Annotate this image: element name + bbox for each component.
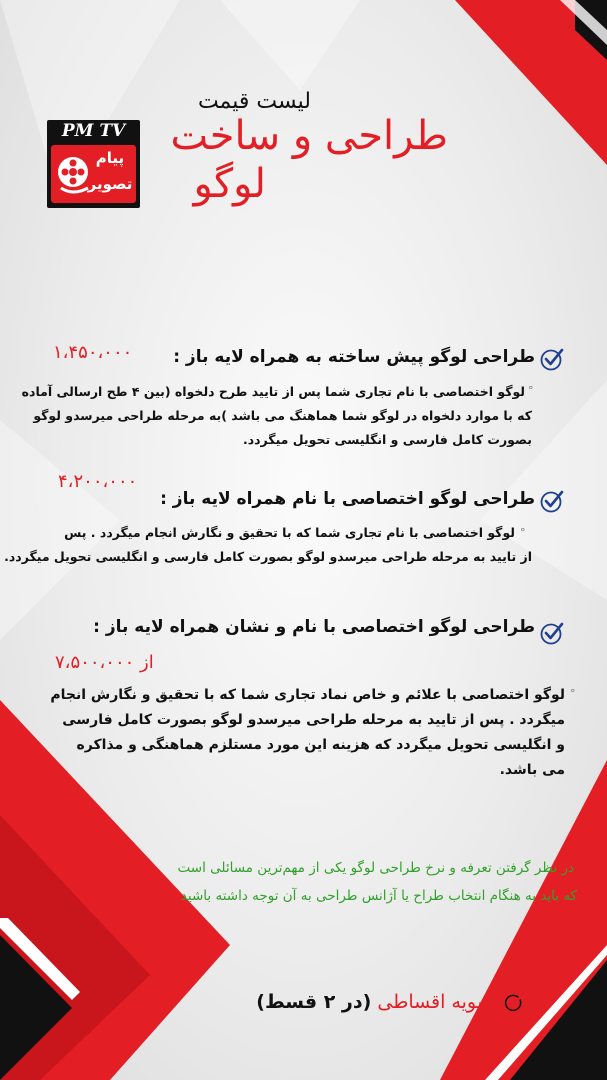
item-price-1: ۱،۴۵۰،۰۰۰	[53, 342, 133, 363]
logo-pmtv-text: PM TV	[61, 121, 126, 141]
price-list-subtitle: لیست قیمت	[197, 89, 311, 114]
note-line-1: در نظر گرفتن تعرفه و نرخ طراحی لوگو یکی از مهم‌ترین مسائلی است	[177, 860, 574, 876]
logo-text-payam: پیام	[95, 149, 125, 167]
item-desc-1-line1: لوگو اختصاصی با نام تجاری شما پس از تایید طرح دلخواه (بین ۴ طح ارسالی آماده	[21, 384, 525, 399]
note-line-2: که باید به هنگام انتخاب طراح یا آژانس طراحی به آن توجه داشته باشید	[180, 888, 577, 904]
item-heading-2: طراحی لوگو اختصاصی با نام همراه لایه باز :	[160, 489, 535, 509]
item-desc-3-line4: می باشد.	[499, 762, 565, 778]
bullet-icon: °	[520, 526, 526, 539]
installment-detail: (در ۲ قسط)	[256, 991, 372, 1013]
item-desc-3-line3: و انگلیسی تحویل میگردد که هزینه این مورد مستلزم هماهنگی و مذاکره	[76, 737, 565, 753]
item-desc-1-line2: که با موارد دلخواه در لوگو شما هماهنگ می باشد )به مرحله طراحی میرسدو لوگو	[33, 408, 532, 423]
checkmark-icon	[540, 347, 564, 371]
page-title: طراحی و ساخت	[170, 113, 448, 159]
bullet-icon: °	[570, 687, 576, 700]
checkmark-icon	[540, 489, 564, 513]
checkmark-icon	[540, 621, 564, 645]
installment-label: تسویه اقساطی	[377, 991, 499, 1013]
item-desc-2-line2: از تایید به مرحله طراحی میرسدو لوگو بصورت کامل فارسی و انگلیسی تحویل میگردد.	[4, 549, 532, 564]
item-desc-3-line1: لوگو اختصاصی با علائم و خاص نماد تجاری شما که با تحقیق و نگارش انجام	[50, 687, 565, 703]
item-desc-1-line3: بصورت کامل فارسی و انگلیسی تحویل میگردد.	[242, 432, 532, 447]
item-price-3: از ۷،۵۰۰،۰۰۰	[55, 652, 154, 673]
checkmark-icon	[504, 992, 524, 1012]
installment-info	[256, 988, 499, 1016]
item-desc-2-line1: لوگو اختصاصی با نام تجاری شما که با تحقیق و نگارش انجام میگردد . پس	[64, 525, 515, 540]
item-price-2: ۴،۲۰۰،۰۰۰	[58, 471, 138, 492]
item-heading-3: طراحی لوگو اختصاصی با نام و نشان همراه لایه باز :	[93, 617, 535, 637]
item-desc-3-line2: میگردد . پس از تایید به مرحله طراحی میرسدو لوگو بصورت کامل فارسی	[62, 712, 565, 728]
logo-text-tasvir: تصویر	[87, 175, 133, 193]
page-title-line2: لوگو	[193, 161, 266, 207]
item-heading-1: طراحی لوگو پیش ساخته به همراه لایه باز :	[173, 347, 535, 367]
bullet-icon: °	[528, 384, 534, 397]
